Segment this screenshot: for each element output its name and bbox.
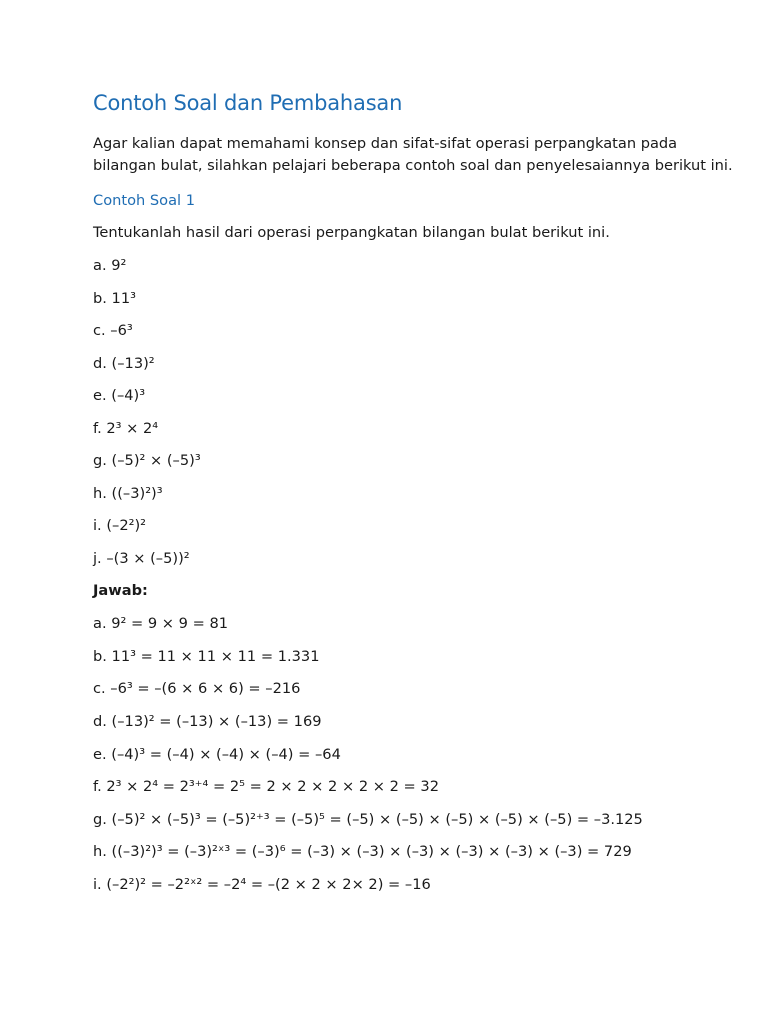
question-item-h: h. ((–3)²)³	[93, 484, 163, 502]
question-item-e: e. (–4)³	[93, 387, 146, 405]
answer-item-g: g. (–5)² × (–5)³ = (–5)²⁺³ = (–5)⁵ = (–5) × (–5) × (–5) × (–5) × (–5) = –3.125	[93, 810, 643, 828]
answer-item-h: h. ((–3)²)³ = (–3)²ˣ³ = (–3)⁶ = (–3) × (–3) × (–3) × (–3) × (–3) × (–3) = 729	[93, 843, 632, 861]
question-list	[93, 256, 733, 569]
question-item-i: i. (–2²)²	[93, 517, 147, 535]
document-page	[93, 86, 733, 895]
question-item-j: j. –(3 × (–5))²	[93, 549, 190, 567]
page-title: Contoh Soal dan Pembahasan	[93, 91, 403, 115]
question-item-c: c. –6³	[93, 322, 133, 340]
answer-label: Jawab:	[93, 582, 148, 600]
answer-item-f: f. 2³ × 2⁴ = 2³⁺⁴ = 2⁵ = 2 × 2 × 2 × 2 × 2 = 32	[93, 778, 439, 796]
answer-item-e: e. (–4)³ = (–4) × (–4) × (–4) = –64	[93, 745, 341, 763]
question-item-b: b. 11³	[93, 289, 136, 307]
example-instruction: Tentukanlah hasil dari operasi perpangkatan bilangan bulat berikut ini.	[93, 224, 610, 242]
question-item-a: a. 9²	[93, 257, 127, 275]
answer-item-d: d. (–13)² = (–13) × (–13) = 169	[93, 712, 322, 730]
answer-item-i: i. (–2²)² = –2²ˣ² = –2⁴ = –(2 × 2 × 2× 2) = –16	[93, 875, 431, 893]
question-item-f: f. 2³ × 2⁴	[93, 419, 159, 437]
answer-item-c: c. –6³ = –(6 × 6 × 6) = –216	[93, 680, 301, 698]
question-item-d: d. (–13)²	[93, 354, 155, 372]
answer-item-b: b. 11³ = 11 × 11 × 11 = 1.331	[93, 647, 320, 665]
question-item-g: g. (–5)² × (–5)³	[93, 452, 201, 470]
answer-item-a: a. 9² = 9 × 9 = 81	[93, 615, 229, 633]
intro-paragraph: Agar kalian dapat memahami konsep dan sifat-sifat operasi perpangkatan pada bilangan bulat, silahkan pelajari beberapa contoh soal dan penyelesaiannya berikut ini.	[93, 135, 733, 174]
example-heading: Contoh Soal 1	[93, 192, 196, 210]
answer-list	[93, 614, 733, 895]
